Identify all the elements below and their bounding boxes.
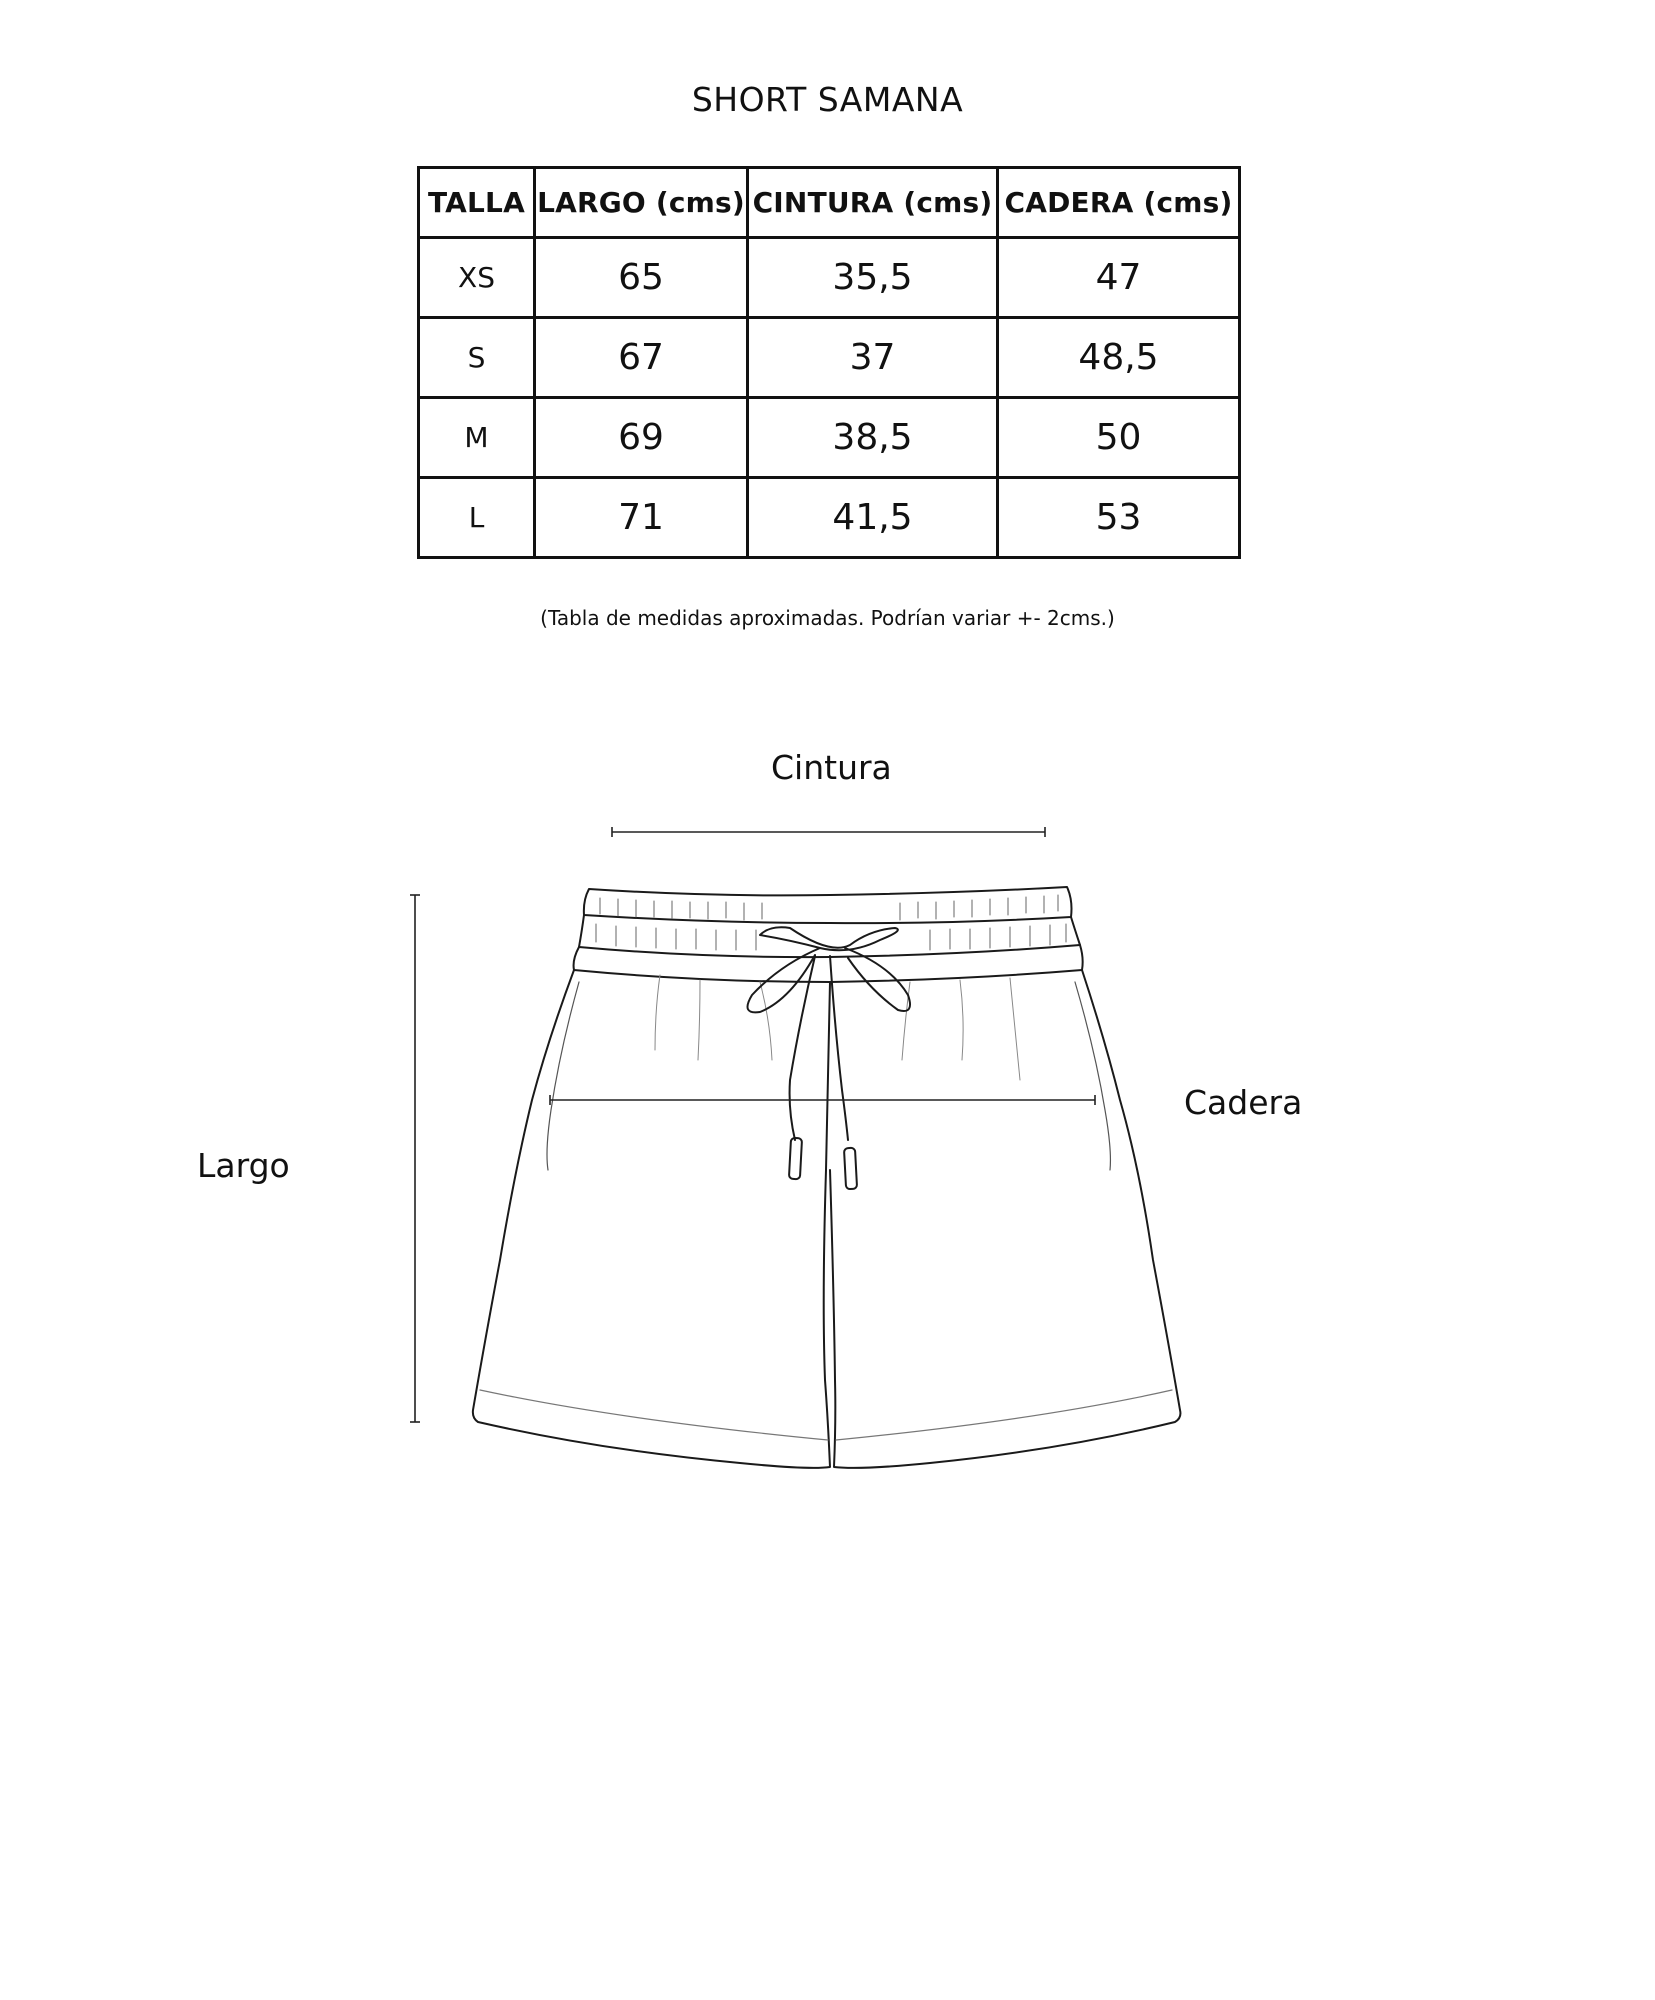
header-cadera: CADERA (cms) xyxy=(998,168,1240,238)
cell-talla: S xyxy=(419,318,535,398)
largo-label: Largo xyxy=(197,1146,290,1185)
cell-cadera: 47 xyxy=(998,238,1240,318)
header-cintura: CINTURA (cms) xyxy=(748,168,998,238)
cell-cintura: 35,5 xyxy=(748,238,998,318)
cell-talla: M xyxy=(419,398,535,478)
header-largo: LARGO (cms) xyxy=(535,168,748,238)
cadera-label: Cadera xyxy=(1184,1083,1303,1122)
cell-cintura: 37 xyxy=(748,318,998,398)
shorts-illustration xyxy=(473,887,1181,1468)
measurement-note: (Tabla de medidas aproximadas. Podrían variar +- 2cms.) xyxy=(540,606,1115,630)
cintura-measure-line xyxy=(612,827,1045,837)
header-talla: TALLA xyxy=(419,168,535,238)
cell-largo: 65 xyxy=(535,238,748,318)
cell-cintura: 38,5 xyxy=(748,398,998,478)
cell-largo: 71 xyxy=(535,478,748,558)
cell-talla: XS xyxy=(419,238,535,318)
cell-largo: 69 xyxy=(535,398,748,478)
cell-cadera: 48,5 xyxy=(998,318,1240,398)
largo-measure-line xyxy=(410,895,420,1422)
cell-cadera: 53 xyxy=(998,478,1240,558)
cell-largo: 67 xyxy=(535,318,748,398)
cell-cadera: 50 xyxy=(998,398,1240,478)
cintura-label: Cintura xyxy=(771,748,892,787)
cell-talla: L xyxy=(419,478,535,558)
cell-cintura: 41,5 xyxy=(748,478,998,558)
chart-title: SHORT SAMANA xyxy=(691,80,964,119)
cadera-measure-line xyxy=(550,1095,1095,1105)
